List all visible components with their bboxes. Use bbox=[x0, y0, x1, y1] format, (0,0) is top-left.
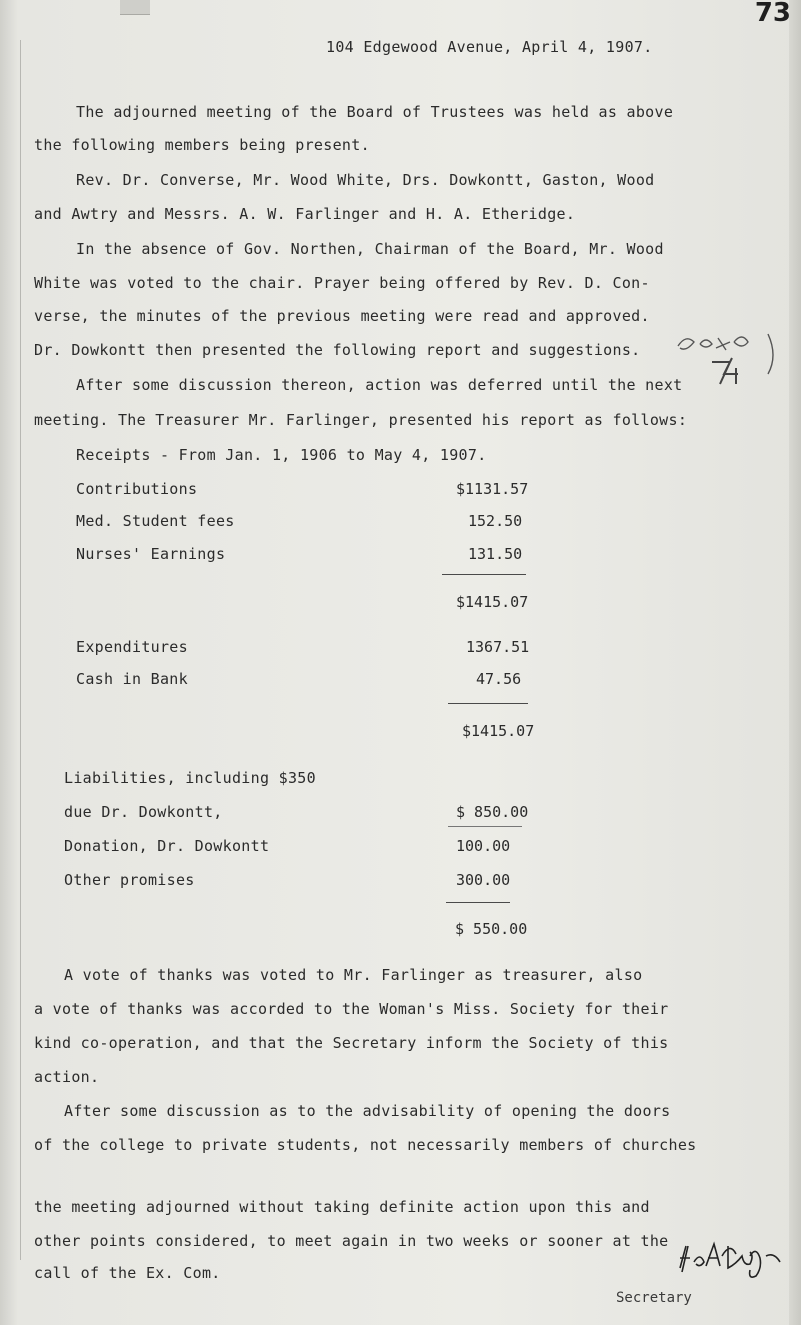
receipt-amount: 152.50 bbox=[468, 512, 523, 530]
expenditure-label: Cash in Bank bbox=[76, 670, 188, 688]
paragraph-line: After some discussion thereon, action was deferred until the next bbox=[76, 376, 683, 394]
paragraph-line: the meeting adjourned without taking definite action upon this and bbox=[34, 1198, 650, 1216]
receipts-heading: Receipts - From Jan. 1, 1906 to May 4, 1907. bbox=[76, 446, 487, 464]
paragraph-line: and Awtry and Messrs. A. W. Farlinger and H. A. Etheridge. bbox=[34, 205, 576, 223]
page-number: 73 bbox=[754, 0, 791, 28]
liability-label: Other promises bbox=[64, 871, 195, 889]
liability-amount: 100.00 bbox=[456, 837, 511, 855]
paragraph-line: a vote of thanks was accorded to the Woman's Miss. Society for their bbox=[34, 1000, 669, 1018]
paragraph-line: A vote of thanks was voted to Mr. Farlinger as treasurer, also bbox=[64, 966, 643, 984]
signature-title: Secretary bbox=[616, 1290, 692, 1306]
margin-note-handwritten bbox=[672, 328, 790, 392]
margin-line bbox=[20, 40, 21, 1260]
header-address-date: 104 Edgewood Avenue, April 4, 1907. bbox=[326, 38, 653, 56]
paragraph-line: the following members being present. bbox=[34, 136, 370, 154]
page-edge bbox=[789, 0, 801, 1325]
receipts-total: $1415.07 bbox=[456, 593, 529, 611]
liability-label: Donation, Dr. Dowkontt bbox=[64, 837, 270, 855]
binding-tab bbox=[120, 0, 150, 15]
paragraph-line: Dr. Dowkontt then presented the following report and suggestions. bbox=[34, 341, 641, 359]
receipt-label: Nurses' Earnings bbox=[76, 545, 226, 563]
paragraph-line: Rev. Dr. Converse, Mr. Wood White, Drs. Dowkontt, Gaston, Wood bbox=[76, 171, 655, 189]
expenditure-amount: 1367.51 bbox=[466, 638, 530, 656]
paragraph-line: of the college to private students, not necessarily members of churches bbox=[34, 1136, 697, 1154]
paragraph-line: kind co-operation, and that the Secretary inform the Society of this bbox=[34, 1034, 669, 1052]
paragraph-line: meeting. The Treasurer Mr. Farlinger, presented his report as follows: bbox=[34, 411, 688, 429]
expenditure-label: Expenditures bbox=[76, 638, 188, 656]
liabilities-label: Liabilities, including $350 bbox=[64, 769, 316, 787]
paragraph-line: In the absence of Gov. Northen, Chairman of the Board, Mr. Wood bbox=[76, 240, 664, 258]
liability-amount: 300.00 bbox=[456, 871, 511, 889]
paragraph-line: verse, the minutes of the previous meeting were read and approved. bbox=[34, 307, 650, 325]
sum-rule bbox=[446, 902, 510, 903]
liabilities-label: due Dr. Dowkontt, bbox=[64, 803, 223, 821]
receipt-amount: $1131.57 bbox=[456, 480, 529, 498]
paragraph-line: action. bbox=[34, 1068, 100, 1086]
receipt-label: Contributions bbox=[76, 480, 198, 498]
receipt-label: Med. Student fees bbox=[76, 512, 235, 530]
liabilities-total: $ 550.00 bbox=[455, 920, 528, 938]
paragraph-line: other points considered, to meet again in two weeks or sooner at the bbox=[34, 1232, 669, 1250]
secretary-signature bbox=[676, 1232, 786, 1282]
paragraph-line: call of the Ex. Com. bbox=[34, 1264, 221, 1282]
sum-rule bbox=[448, 826, 522, 827]
paragraph-line: The adjourned meeting of the Board of Trustees was held as above bbox=[76, 103, 674, 121]
receipt-amount: 131.50 bbox=[468, 545, 523, 563]
sum-rule bbox=[442, 574, 526, 575]
paragraph-line: After some discussion as to the advisability of opening the doors bbox=[64, 1102, 671, 1120]
paragraph-line: White was voted to the chair. Prayer being offered by Rev. D. Con- bbox=[34, 274, 650, 292]
liabilities-amount: $ 850.00 bbox=[456, 803, 529, 821]
expenditure-amount: 47.56 bbox=[476, 670, 522, 688]
expenditures-total: $1415.07 bbox=[462, 722, 535, 740]
sum-rule bbox=[448, 703, 528, 704]
